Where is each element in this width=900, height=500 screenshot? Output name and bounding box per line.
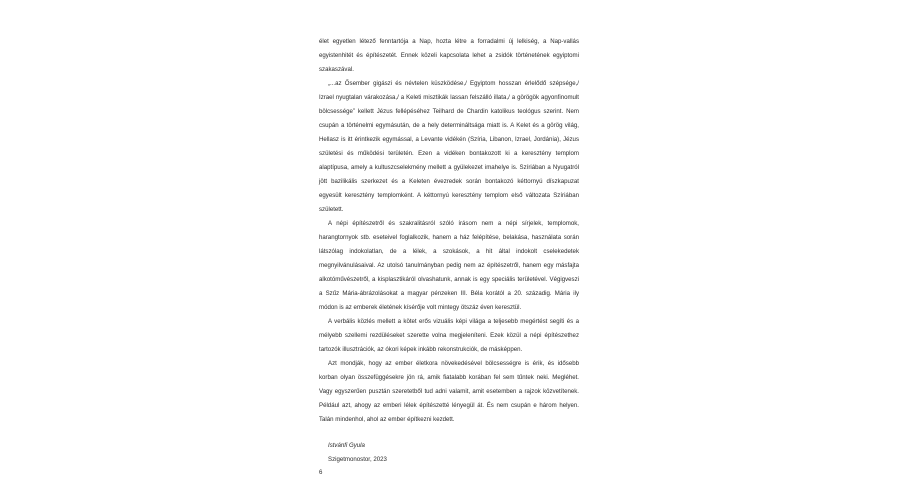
place-date: Szigetmonostor, 2023 (328, 456, 387, 463)
page-number: 6 (319, 469, 323, 476)
paragraph-closing: Azt mondják, hogy az ember életkora növekedésével bölcsességre is érik, és idősebb korban olyan összefüggésekre jön rá, amik fiatalabb korában fel sem tűntek neki. Megléhet. Vagy egyszerűen pusztán szeretetből tud adni valamit, amit esetemben a rajzok közvetítenek. Például azt, ahogy az emberi lélek építészetté lényegül át. És nem csupán e három helyen. Talán mindenhol, ahol az ember építkezni kezdett. (319, 360, 579, 423)
author-name: Istvánfi Gyula (328, 442, 365, 449)
paragraph-continuation: élet egyetlen létező fenntartója a Nap, hozta létre a forradalmi új lelkiség, a Nap-vallás egyistenhitét és építészetét. Ennek közeli kapcsolata lehet a zsidók történetének egyiptomi szakaszával. (319, 38, 579, 73)
paragraph-folk-architecture: A népi építészetről és szakralitásról szóló írásom nem a népi sírjelek, templomok, harangtornyok stb. eseteivel foglalkozik, hanem a ház felépítése, belakása, használata során látszólag indokolatlan, de a lélek, a szokások, a hit által indokolt cselekedetek megnyilvánulásaival. Az utolsó tanulmányban pedig nem az építészetről, hanem egy másfajta alkotóművészetről, a kisplasztikáról olvashatunk, annak is egy speciális területével. Végigveszi a Szűz Mária-ábrázolásokat a magyar pénzeken III. Béla korától a 20. századig. Mária ily módon is az emberek életének kísérője volt mintegy ötszáz éven keresztül. (319, 220, 579, 311)
signature-block (319, 439, 579, 467)
paragraph-visual-world: A verbális közlés mellett a kötet erős vizuális képi világa a teljesebb megértést segíti és a mélyebb szellemi rezdüléseket szerette volna megjeleníteni. Ezek közül a népi építészethez tartozók illusztrációk, az ókori képek inkább rekonstrukciók, de másképpen. (319, 318, 579, 353)
page-body (319, 35, 579, 467)
paragraph-quotation: „...az Ősember gigászi és névtelen küszködése,/ Egyiptom hosszan érlelődő szépsége,/ Izrael nyugtalan várakozása,/ a Keleti misztikák lassan felszálló illata,/ a görögök agyonfinomult bölcsessége” kellett Jézus fellépéséhez Teilhard de Chardin katolikus teológus szerint. Nem csupán a történelmi egymásután, de a hely determináltsága miatt is. A Kelet és a görög világ, Hellasz is itt érintkezik egymással, a Levante vidékén (Szíria, Libanon, Izrael, Jordánia), Jézus születési és működési területén. Ezen a vidéken bontakozott ki a keresztény templom alaptípusa, amely a kultuszcselekmény mellett a gyülekezet imahelye is. Szíriában a Nyugatról jött bazilikális szerkezet és a Keleten évezredek során bontakozó kéttornyú díszkapuzat egyesült keresztény templomként. A kéttornyú keresztény templom első változata Szíriában született. (319, 80, 579, 213)
